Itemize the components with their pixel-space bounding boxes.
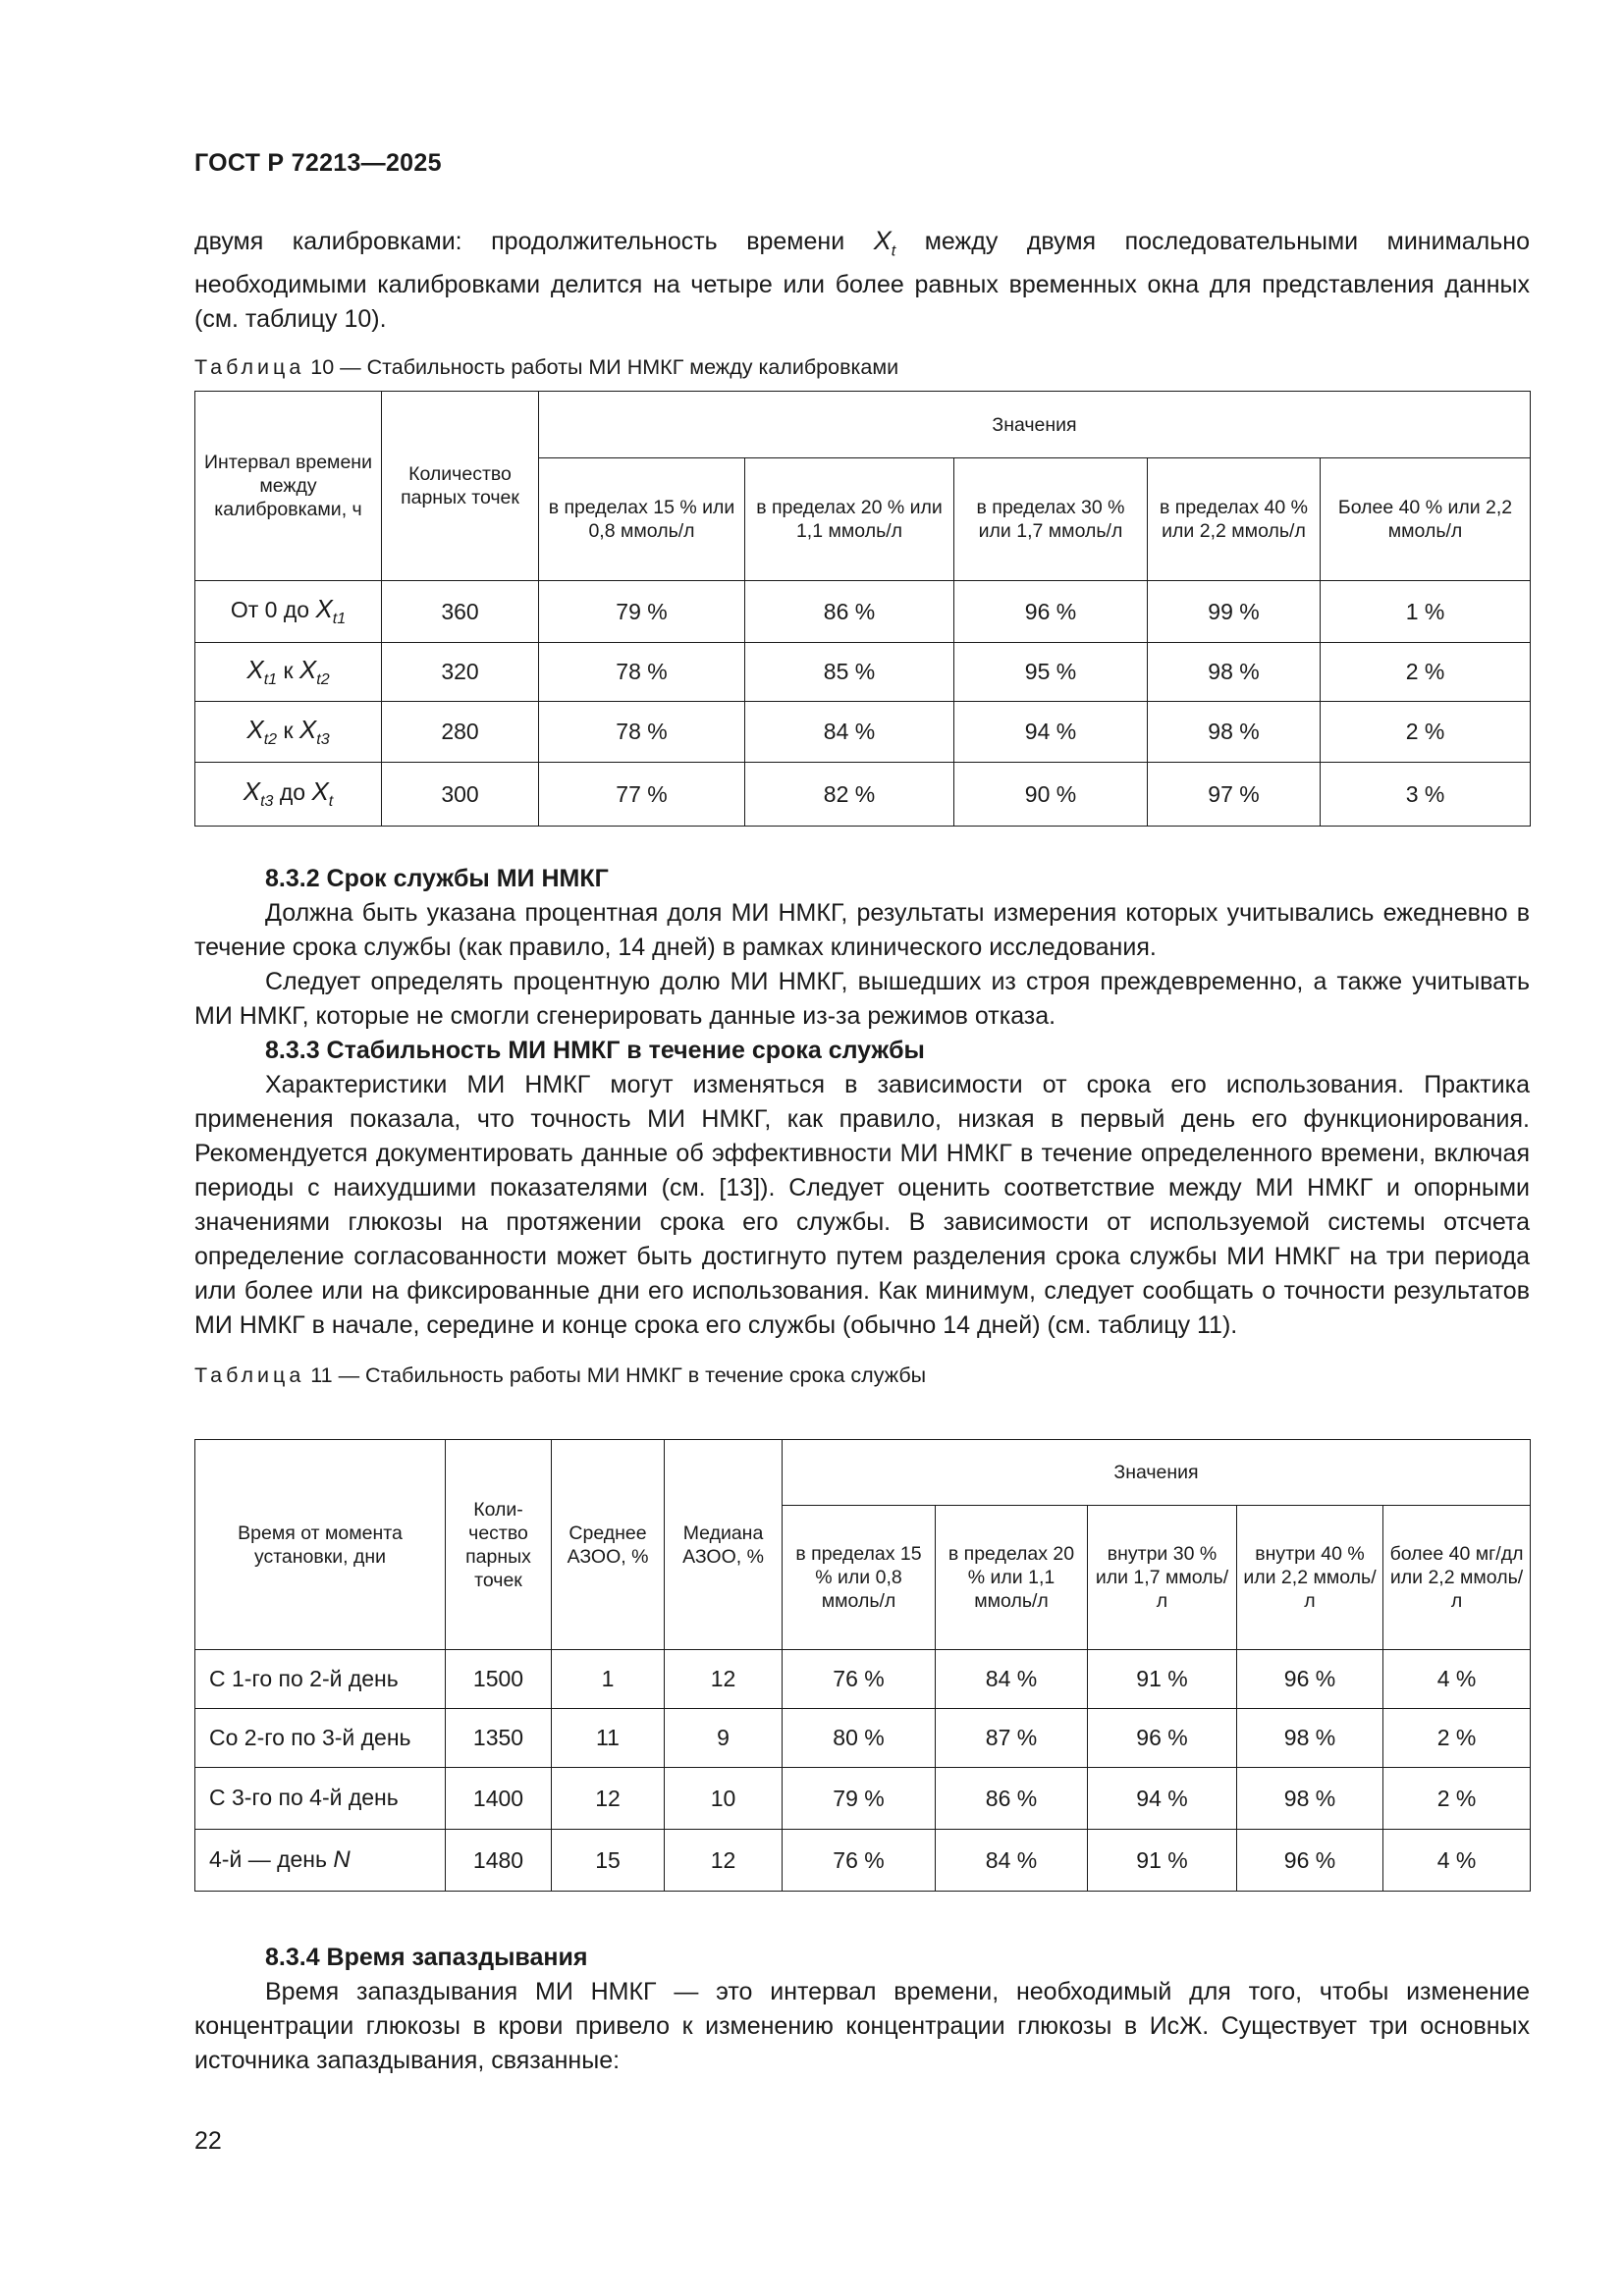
table11-caption-word: Таблица: [194, 1363, 305, 1387]
s832-paragraph-1: Должна быть указана процентная доля МИ НМКГ, результаты измерения которых учитывались ежедневно в течение срока службы (как правило, 14 дней) в рамках клинического исследования.: [194, 899, 1530, 961]
t11-row-c4: 98 %: [1237, 1709, 1383, 1768]
t11-row-c1: 76 %: [783, 1650, 936, 1709]
intro-block: [194, 224, 1530, 382]
t11-row-count: 1480: [446, 1830, 552, 1892]
table-row: [195, 643, 1531, 702]
t10-header-c2: в пределах 20 % или 1,1 ммоль/л: [745, 458, 954, 581]
t10-row-interval: $X_{t3}$ до $X_t$: [195, 763, 382, 827]
t10-header-c5: Более 40 % или 2,2 ммоль/л: [1321, 458, 1531, 581]
t11-row-time: Со 2-го по 3-й день: [195, 1709, 446, 1768]
t11-row-c2: 84 %: [936, 1650, 1088, 1709]
t10-row-c5: 2 %: [1321, 702, 1531, 763]
t10-row-count: 280: [382, 702, 539, 763]
t11-row-median: 9: [665, 1709, 783, 1768]
t10-header-interval: Интервал времени между калибровками, ч: [195, 392, 382, 581]
heading-8-3-3: 8.3.3 Стабильность МИ НМКГ в течение срока службы: [265, 1037, 925, 1064]
intro-text-2: между двумя последовательными минимально необходимыми калибровками делится на четыре или более равных временных окна для представления данных (см. таблицу 10).: [194, 228, 1530, 334]
intro-var: X: [873, 226, 892, 255]
t11-row-c4: 96 %: [1237, 1830, 1383, 1892]
t10-row-c4: 97 %: [1148, 763, 1321, 827]
table10-caption-text: 10 — Стабильность работы МИ НМКГ между калибровками: [304, 355, 899, 380]
table-row: [195, 763, 1531, 827]
t11-row-mean: 12: [552, 1768, 665, 1830]
t11-header-values: Значения: [783, 1440, 1531, 1506]
table11-caption: [194, 1361, 1530, 1390]
sections-832-833: [194, 862, 1530, 1390]
t10-row-interval: $X_{t1}$ к $X_{t2}$: [195, 643, 382, 702]
table-row: [195, 702, 1531, 763]
t11-row-c1: 76 %: [783, 1830, 936, 1892]
t10-row-count: 300: [382, 763, 539, 827]
t10-row-c4: 98 %: [1148, 643, 1321, 702]
t11-row-time: 4-й — день N: [195, 1830, 446, 1892]
t11-header-time: Время от момента установки, дни: [195, 1440, 446, 1650]
intro-var-sub: t: [891, 242, 896, 260]
page-number: 22: [194, 2127, 222, 2155]
t10-row-c2: 84 %: [745, 702, 954, 763]
t11-row-c4: 98 %: [1237, 1768, 1383, 1830]
t10-row-c1: 78 %: [539, 643, 745, 702]
table-row: [195, 581, 1531, 643]
t10-header-c3: в пределах 30 % или 1,7 ммоль/л: [954, 458, 1148, 581]
t10-row-count: 320: [382, 643, 539, 702]
t11-row-c5: 4 %: [1383, 1830, 1531, 1892]
table11-caption-text: 11 — Стабильность работы МИ НМКГ в течение срока службы: [304, 1363, 927, 1387]
s834-paragraph-1: Время запаздывания МИ НМКГ — это интервал времени, необходимый для того, чтобы изменение концентрации глюкозы в крови привело к изменению концентрации глюкозы в ИсЖ. Существует три основных источника запаздывания, связанные:: [194, 1978, 1530, 2074]
table10-caption: [194, 352, 1530, 382]
document-header: ГОСТ Р 72213—2025: [194, 149, 442, 177]
t10-row-interval: От 0 до $X_{t1}$: [195, 581, 382, 643]
t11-row-c5: 2 %: [1383, 1768, 1531, 1830]
table10-caption-word: Таблица: [194, 355, 305, 380]
t11-row-c2: 84 %: [936, 1830, 1088, 1892]
table-row: [195, 1650, 1531, 1709]
t10-row-c5: 2 %: [1321, 643, 1531, 702]
t11-row-c4: 96 %: [1237, 1650, 1383, 1709]
t11-header-mean: Среднее АЗОО, %: [552, 1440, 665, 1650]
t10-row-interval: $X_{t2}$ к $X_{t3}$: [195, 702, 382, 763]
t11-row-count: 1400: [446, 1768, 552, 1830]
t10-header-values: Значения: [539, 392, 1531, 458]
t11-row-mean: 15: [552, 1830, 665, 1892]
t10-header-count: Количество парных точек: [382, 392, 539, 581]
t10-row-c3: 94 %: [954, 702, 1148, 763]
t11-header-count: Коли-чество парных точек: [446, 1440, 552, 1650]
table-11: [194, 1439, 1530, 1892]
t11-header-c5: более 40 мг/дл или 2,2 ммоль/л: [1383, 1506, 1531, 1650]
intro-text-1: двумя калибровками: продолжительность времени: [194, 228, 874, 255]
t11-header-c2: в пределах 20 % или 1,1 ммоль/л: [936, 1506, 1088, 1650]
t10-row-c1: 79 %: [539, 581, 745, 643]
t11-row-c5: 2 %: [1383, 1709, 1531, 1768]
t10-header-c1: в пределах 15 % или 0,8 ммоль/л: [539, 458, 745, 581]
t11-row-median: 12: [665, 1830, 783, 1892]
t11-row-c5: 4 %: [1383, 1650, 1531, 1709]
t10-row-c4: 98 %: [1148, 702, 1321, 763]
t10-row-c1: 77 %: [539, 763, 745, 827]
t11-header-c3: внутри 30 % или 1,7 ммоль/л: [1088, 1506, 1237, 1650]
t10-row-c5: 1 %: [1321, 581, 1531, 643]
t11-row-count: 1350: [446, 1709, 552, 1768]
t11-row-median: 10: [665, 1768, 783, 1830]
s832-paragraph-2: Следует определять процентную долю МИ НМКГ, вышедших из строя преждевременно, а также учитывать МИ НМКГ, которые не смогли сгенерировать данные из-за режимов отказа.: [194, 968, 1530, 1030]
t11-row-c1: 79 %: [783, 1768, 936, 1830]
heading-8-3-4: 8.3.4 Время запаздывания: [265, 1944, 588, 1971]
t11-row-c3: 96 %: [1088, 1709, 1237, 1768]
t11-header-c1: в пределах 15 % или 0,8 ммоль/л: [783, 1506, 936, 1650]
t11-row-time: С 1-го по 2-й день: [195, 1650, 446, 1709]
t11-row-c1: 80 %: [783, 1709, 936, 1768]
t11-row-count: 1500: [446, 1650, 552, 1709]
t11-header-c4: внутри 40 % или 2,2 ммоль/л: [1237, 1506, 1383, 1650]
t10-row-c5: 3 %: [1321, 763, 1531, 827]
t11-row-c3: 91 %: [1088, 1650, 1237, 1709]
s833-paragraph-1: Характеристики МИ НМКГ могут изменяться в зависимости от срока его использования. Практика применения показала, что точность МИ НМКГ, как правило, низкая в первый день его функционирования. Рекомендуется документировать данные об эффективности МИ НМКГ в течение определенного времени, включая периоды с наихудшими показателями (см. [13]). Следует оценить соответствие между МИ НМКГ и опорными значениями глюкозы на протяжении срока его службы. В зависимости от используемой системы отсчета определение согласованности может быть достигнуто путем разделения срока службы МИ НМКГ на три периода или более или на фиксированные дни его использования. Как минимум, следует сообщать о точности результатов МИ НМКГ в начале, середине и конце срока его службы (обычно 14 дней) (см. таблицу 11).: [194, 1071, 1530, 1339]
table-row: [195, 1768, 1531, 1830]
t10-row-c3: 95 %: [954, 643, 1148, 702]
t11-row-median: 12: [665, 1650, 783, 1709]
t11-header-median: Медиана АЗОО, %: [665, 1440, 783, 1650]
t11-row-c3: 94 %: [1088, 1768, 1237, 1830]
table-10: [194, 391, 1530, 827]
t11-row-mean: 1: [552, 1650, 665, 1709]
t11-row-time: С 3-го по 4-й день: [195, 1768, 446, 1830]
t10-row-c4: 99 %: [1148, 581, 1321, 643]
table-row: [195, 1709, 1531, 1768]
intro-paragraph: [194, 224, 1530, 337]
t10-header-c4: в пределах 40 % или 2,2 ммоль/л: [1148, 458, 1321, 581]
t10-row-c2: 86 %: [745, 581, 954, 643]
t10-row-c2: 85 %: [745, 643, 954, 702]
t10-row-c2: 82 %: [745, 763, 954, 827]
t10-row-count: 360: [382, 581, 539, 643]
t11-row-c2: 87 %: [936, 1709, 1088, 1768]
t11-row-c3: 91 %: [1088, 1830, 1237, 1892]
t11-row-c2: 86 %: [936, 1768, 1088, 1830]
t10-row-c3: 96 %: [954, 581, 1148, 643]
heading-8-3-2: 8.3.2 Срок службы МИ НМКГ: [265, 865, 609, 892]
t10-row-c3: 90 %: [954, 763, 1148, 827]
table-row: [195, 1830, 1531, 1892]
t11-row-mean: 11: [552, 1709, 665, 1768]
section-834: [194, 1941, 1530, 2078]
t10-row-c1: 78 %: [539, 702, 745, 763]
